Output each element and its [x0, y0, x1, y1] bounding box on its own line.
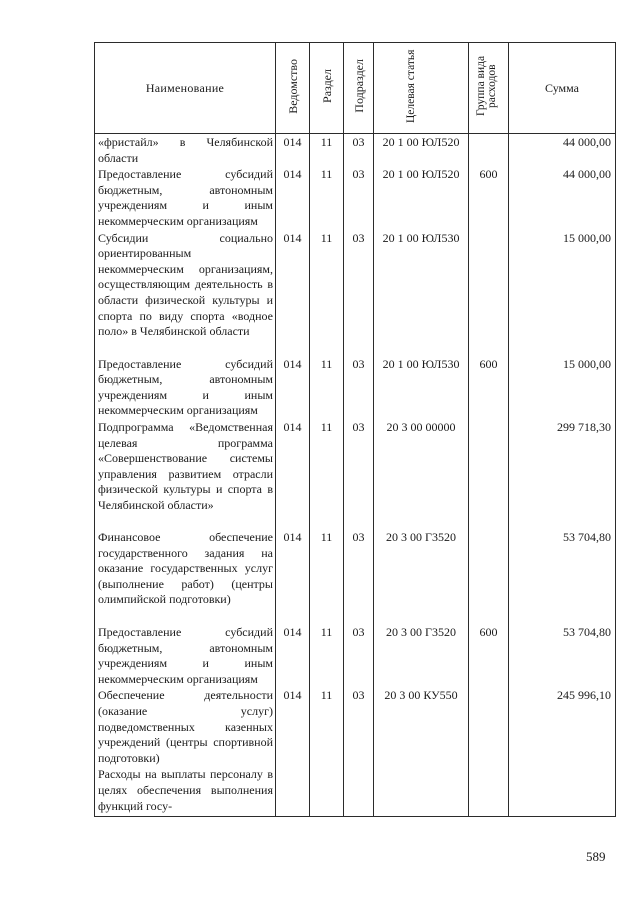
- table-row: [95, 419, 616, 529]
- row-sum: 15 000,00: [509, 230, 616, 356]
- table-row: [95, 166, 616, 229]
- row-name: Предоставление субсидий бюджетным, автономным учреждениям и иным некоммерческим организациям: [95, 166, 276, 229]
- row-subsection: 03: [344, 134, 374, 167]
- header-sum: Сумма: [509, 43, 616, 134]
- row-name: «фристайл» в Челябинской области: [95, 134, 276, 167]
- row-section: 11: [310, 356, 344, 419]
- row-target: 20 1 00 ЮЛ530: [374, 356, 469, 419]
- row-dept: [276, 766, 310, 816]
- row-target: 20 1 00 ЮЛ530: [374, 230, 469, 356]
- row-dept: 014: [276, 166, 310, 229]
- row-target: 20 3 00 Г3520: [374, 529, 469, 624]
- row-sum: 44 000,00: [509, 166, 616, 229]
- row-subsection: 03: [344, 166, 374, 229]
- row-sum: 53 704,80: [509, 624, 616, 687]
- row-subsection: 03: [344, 230, 374, 356]
- row-dept: 014: [276, 134, 310, 167]
- row-sum: 15 000,00: [509, 356, 616, 419]
- table-header: [95, 43, 616, 134]
- row-name: Расходы на выплаты персоналу в целях обеспечения выполнения функций госу-: [95, 766, 276, 816]
- row-name: Обеспечение деятельности (оказание услуг) подведомственных казенных учреждений (центры спортивной подготовки): [95, 687, 276, 766]
- row-section: 11: [310, 624, 344, 687]
- row-section: 11: [310, 230, 344, 356]
- row-section: 11: [310, 166, 344, 229]
- table-row: [95, 529, 616, 624]
- row-name: Подпрограмма «Ведомственная целевая программа «Совершенствование системы управления развитием отрасли физической культуры и спорта в Челябинской области»: [95, 419, 276, 529]
- row-target: [374, 766, 469, 816]
- header-name: Наименование: [95, 43, 276, 134]
- row-dept: 014: [276, 624, 310, 687]
- row-group: [469, 766, 509, 816]
- row-dept: 014: [276, 356, 310, 419]
- row-subsection: 03: [344, 624, 374, 687]
- row-section: 11: [310, 529, 344, 624]
- budget-table: [94, 42, 616, 817]
- header-dept: Ведомство: [276, 43, 310, 134]
- table-row: [95, 356, 616, 419]
- row-group: [469, 134, 509, 167]
- row-sum: 245 996,10: [509, 687, 616, 766]
- row-section: 11: [310, 419, 344, 529]
- row-dept: 014: [276, 230, 310, 356]
- row-target: 20 3 00 КУ550: [374, 687, 469, 766]
- row-section: [310, 766, 344, 816]
- row-sum: [509, 766, 616, 816]
- budget-page: [94, 42, 615, 823]
- header-section: Раздел: [310, 43, 344, 134]
- row-target: 20 1 00 ЮЛ520: [374, 134, 469, 167]
- row-subsection: 03: [344, 687, 374, 766]
- row-section: 11: [310, 134, 344, 167]
- table-row: [95, 624, 616, 687]
- row-group: 600: [469, 624, 509, 687]
- row-sum: 299 718,30: [509, 419, 616, 529]
- table-row: [95, 230, 616, 356]
- row-group: 600: [469, 166, 509, 229]
- row-section: 11: [310, 687, 344, 766]
- row-target: 20 1 00 ЮЛ520: [374, 166, 469, 229]
- row-group: [469, 687, 509, 766]
- row-target: 20 3 00 Г3520: [374, 624, 469, 687]
- row-group: [469, 529, 509, 624]
- row-name: Предоставление субсидий бюджетным, автономным учреждениям и иным некоммерческим организациям: [95, 356, 276, 419]
- row-subsection: 03: [344, 356, 374, 419]
- row-name: Финансовое обеспечение государственного задания на оказание государственных услуг (выполнение работ) (центры олимпийской подготовки): [95, 529, 276, 624]
- row-dept: 014: [276, 687, 310, 766]
- header-subsection: Подраздел: [344, 43, 374, 134]
- row-subsection: 03: [344, 419, 374, 529]
- header-group: Группа вида расходов: [469, 43, 509, 134]
- table-body: [95, 134, 616, 817]
- row-group: [469, 419, 509, 529]
- row-sum: 53 704,80: [509, 529, 616, 624]
- row-name: Субсидии социально ориентированным некоммерческим организациям, осуществляющим деятельность в области физической культуры и спорта по виду спорта «водное поло» в Челябинской области: [95, 230, 276, 356]
- page-number: 589: [586, 849, 606, 864]
- row-dept: 014: [276, 419, 310, 529]
- row-subsection: [344, 766, 374, 816]
- table-row: [95, 766, 616, 816]
- row-group: [469, 230, 509, 356]
- table-row: [95, 134, 616, 167]
- row-target: 20 3 00 00000: [374, 419, 469, 529]
- row-name: Предоставление субсидий бюджетным, автономным учреждениям и иным некоммерческим организациям: [95, 624, 276, 687]
- table-row: [95, 687, 616, 766]
- row-sum: 44 000,00: [509, 134, 616, 167]
- row-group: 600: [469, 356, 509, 419]
- row-dept: 014: [276, 529, 310, 624]
- row-subsection: 03: [344, 529, 374, 624]
- header-target: Целевая статья: [374, 43, 469, 134]
